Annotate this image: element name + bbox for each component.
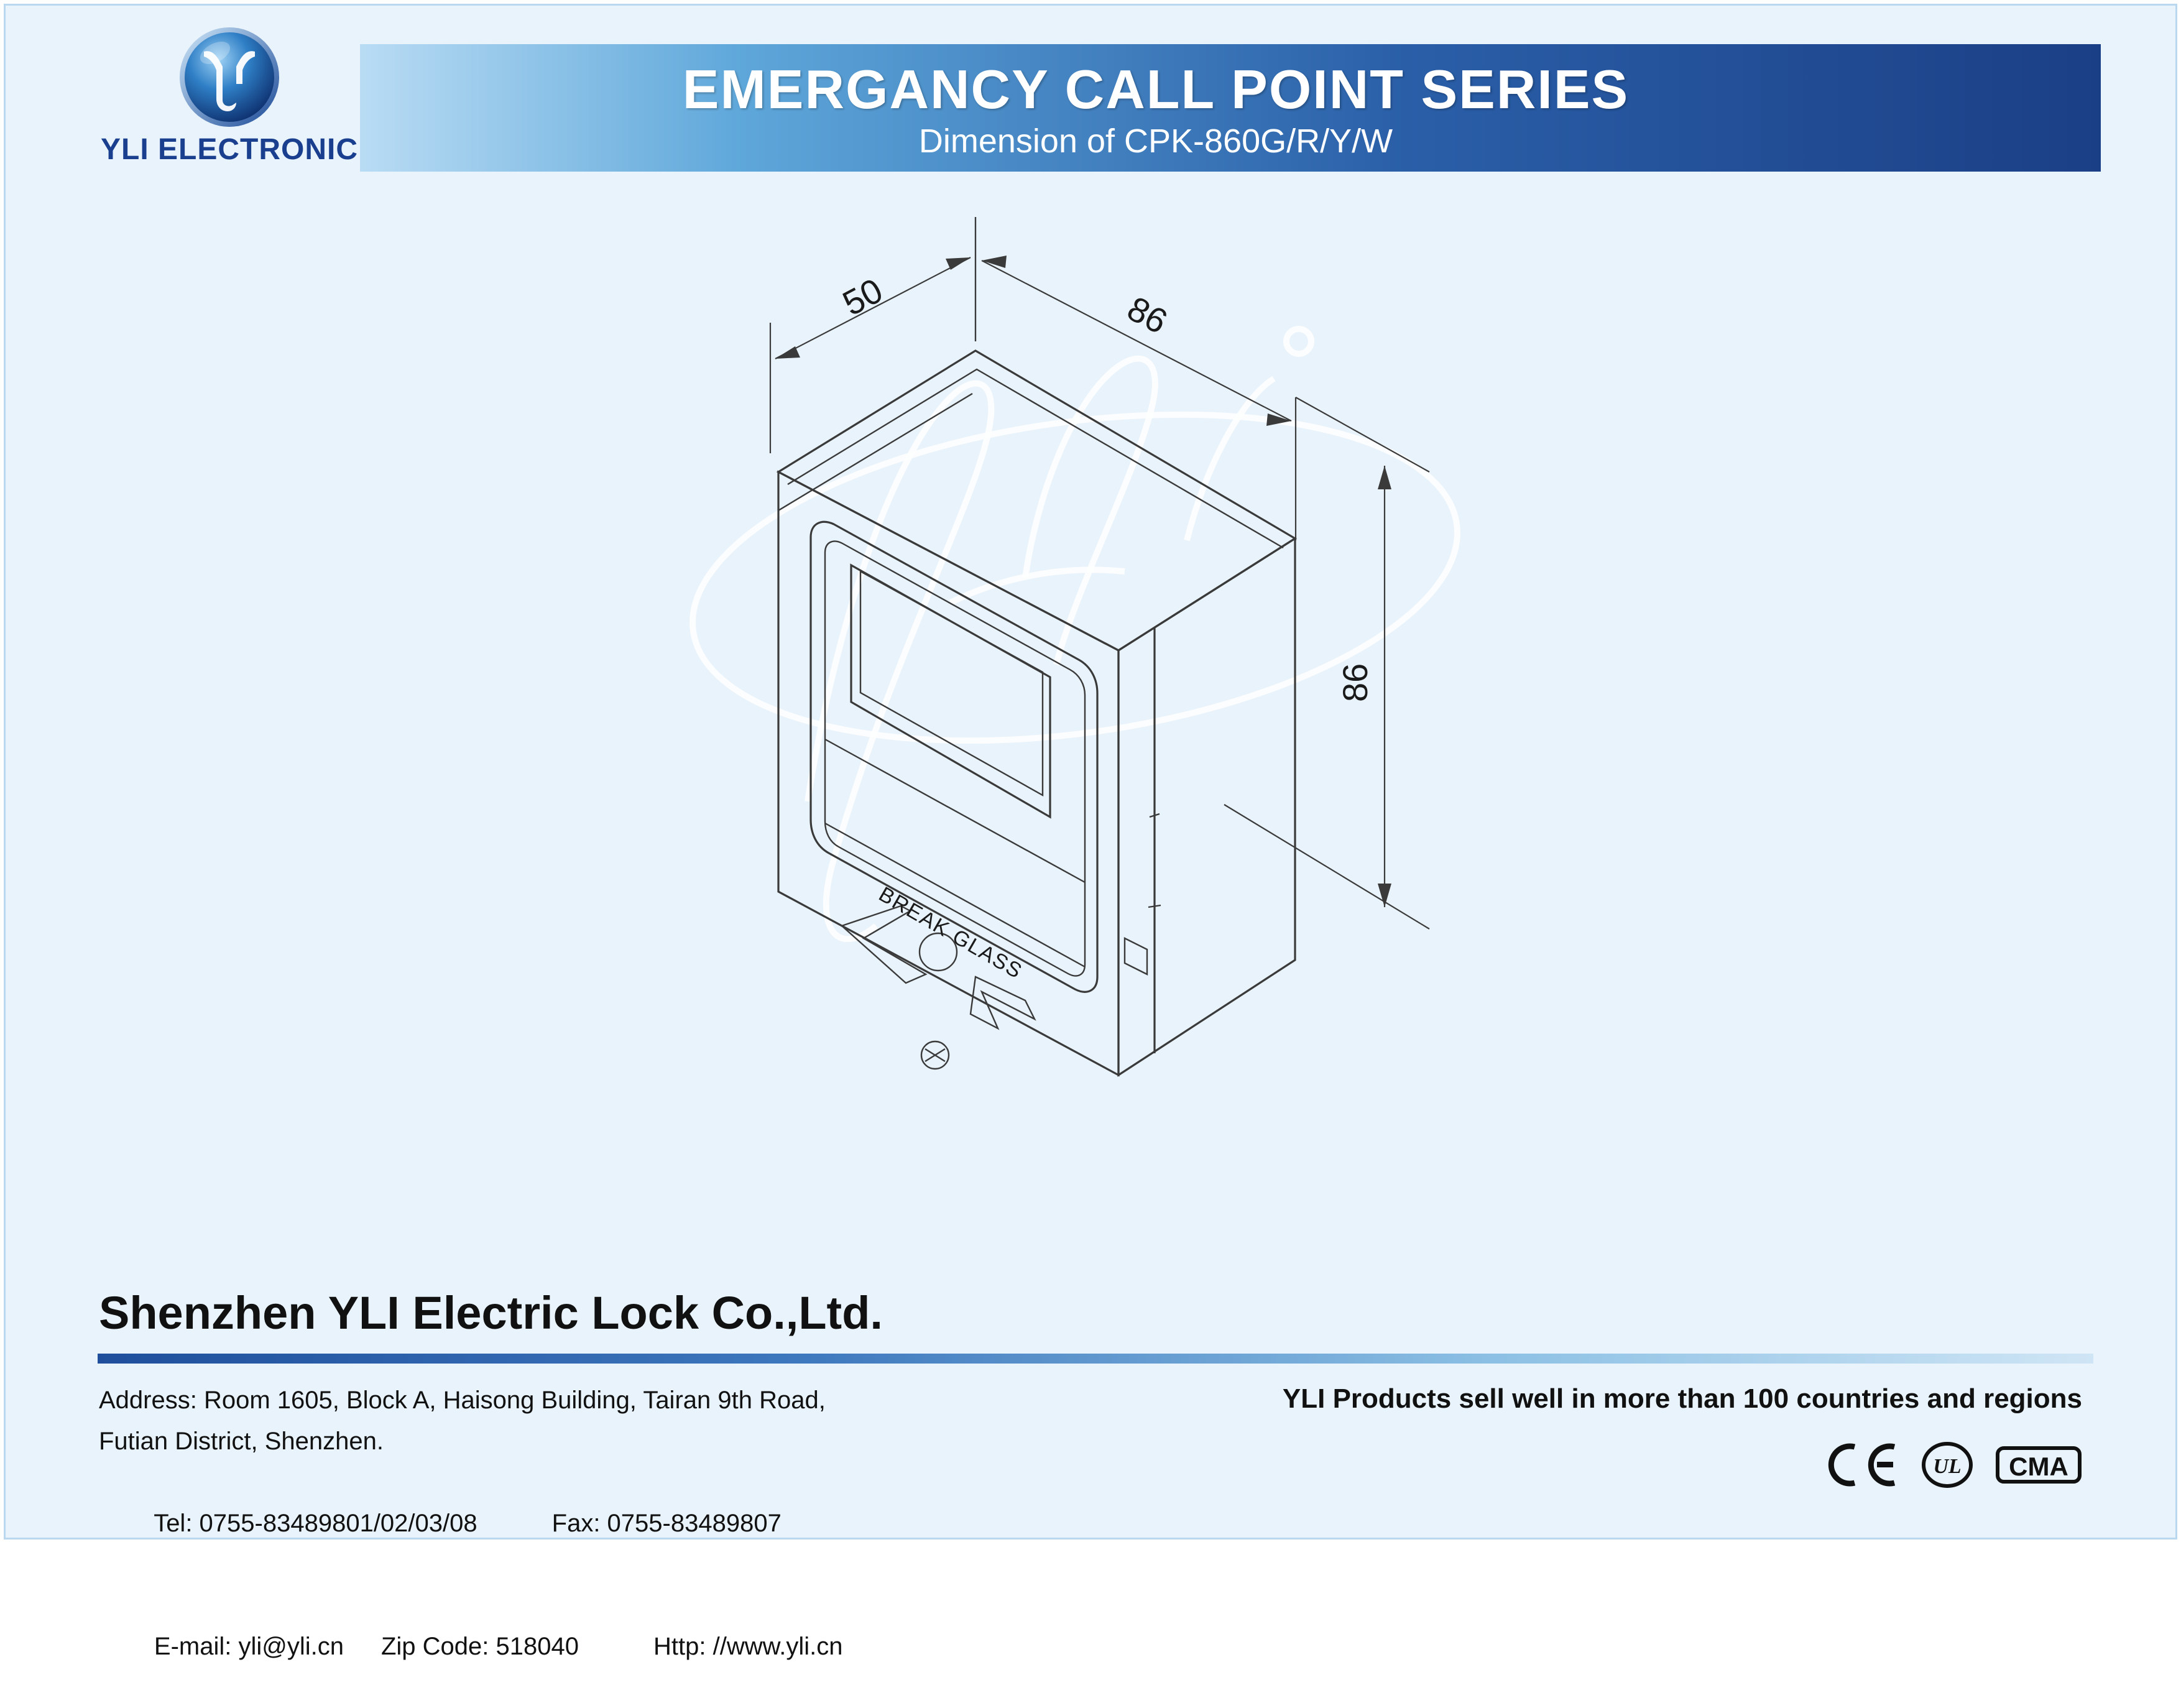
page-title: EMERGANCY CALL POINT SERIES bbox=[682, 58, 1630, 120]
certification-marks bbox=[1825, 1441, 2082, 1489]
poster-inner-frame bbox=[4, 4, 2177, 1660]
website[interactable]: Http: //www.yli.cn bbox=[653, 1633, 843, 1660]
svg-text:CMA: CMA bbox=[2009, 1452, 2068, 1481]
break-glass-label: BREAK GLASS bbox=[875, 882, 1027, 984]
fax: Fax: 0755-83489807 bbox=[551, 1510, 782, 1537]
header-banner bbox=[360, 44, 2101, 172]
dim-depth-label: 50 bbox=[836, 270, 889, 323]
dim-height-label: 86 bbox=[1335, 663, 1375, 702]
telephone: Tel: 0755-83489801/02/03/08 bbox=[154, 1510, 477, 1537]
cma-mark-icon bbox=[1995, 1441, 2082, 1489]
svg-text:UL: UL bbox=[1933, 1455, 1962, 1478]
footer-divider bbox=[98, 1354, 2093, 1364]
ul-mark-icon bbox=[1920, 1441, 1974, 1489]
ce-mark-icon bbox=[1825, 1441, 1899, 1489]
zip-code: Zip Code: 518040 bbox=[380, 1633, 579, 1660]
dimension-drawing bbox=[6, 192, 2179, 1237]
brand-logo-block bbox=[99, 24, 360, 167]
company-name: Shenzhen YLI Electric Lock Co.,Ltd. bbox=[99, 1287, 883, 1339]
dim-width-label: 86 bbox=[1121, 288, 1174, 341]
brand-name: YLI ELECTRONIC bbox=[100, 133, 358, 166]
marketing-slogan: YLI Products sell well in more than 100 countries and regions bbox=[1282, 1383, 2082, 1414]
watermark-yli bbox=[671, 329, 1478, 939]
address-line-1: Address: Room 1605, Block A, Haisong Building, Tairan 9th Road, bbox=[99, 1387, 826, 1414]
dim-depth-50 bbox=[770, 217, 975, 453]
address-line-2: Futian District, Shenzhen. bbox=[99, 1428, 384, 1455]
contact-block bbox=[99, 1380, 843, 1708]
email[interactable]: E-mail: yli@yli.cn bbox=[154, 1633, 344, 1660]
yli-y-logo-icon bbox=[177, 24, 282, 130]
page-subtitle: Dimension of CPK-860G/R/Y/W bbox=[918, 122, 1393, 160]
